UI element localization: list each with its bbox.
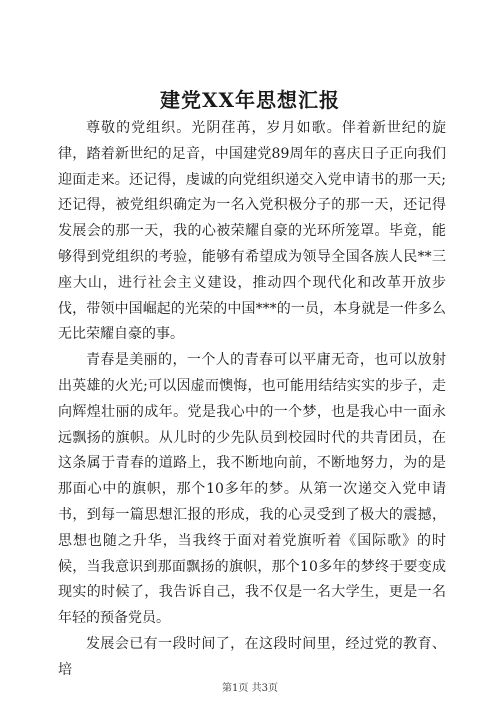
- paragraph: 尊敬的党组织。光阴荏苒，岁月如歌。伴着新世纪的旋律，踏着新世纪的足音，中国建党89周年的喜庆日子正向我们迎面走来。还记得，虔诚的向党组织递交入党申请书的那一天;还记得，被党组织确定为一名入党积极分子的那一天，还记得发展会的那一天，我的心被荣耀自豪的光环所笼罩。毕竟，能够得到党组织的考验，能够有希望成为领导全国各族人民**三座大山，进行社会主义建设，推动四个现代化和改革开放步伐，带领中国崛起的光荣的中国***的一员，本身就是一件多么无比荣耀自豪的事。: [58, 120, 446, 343]
- paragraph: 发展会已有一段时间了，在这段时间里，经过党的教育、培: [58, 635, 446, 678]
- document-title: 建党XX年思想汇报: [159, 88, 341, 112]
- page-footer: 第1页 共3页: [222, 683, 278, 694]
- paragraph: 青春是美丽的，一个人的青春可以平庸无奇，也可以放射出英雄的火光;可以因虚而懊悔，也可能用结结实实的步子，走向辉煌壮丽的成年。党是我心中的一个梦，也是我心中一面永远飘扬的旗帜。从儿时的少先队员到校园时代的共青团员，在这条属于青春的道路上，我不断地向前，不断地努力，为的是那面心中的旗帜，那个10多年的梦。从第一次递交入党申请书，到每一篇思想汇报的形成，我的心灵受到了极大的震撼，思想也随之升华，当我终于面对着党旗听着《国际歌》的时候，当我意识到那面飘扬的旗帜，那个10多年的梦终于要变成现实的时候了，我告诉自己，我不仅是一名大学生，更是一名年轻的预备党员。: [58, 352, 446, 627]
- document-body: [58, 116, 446, 684]
